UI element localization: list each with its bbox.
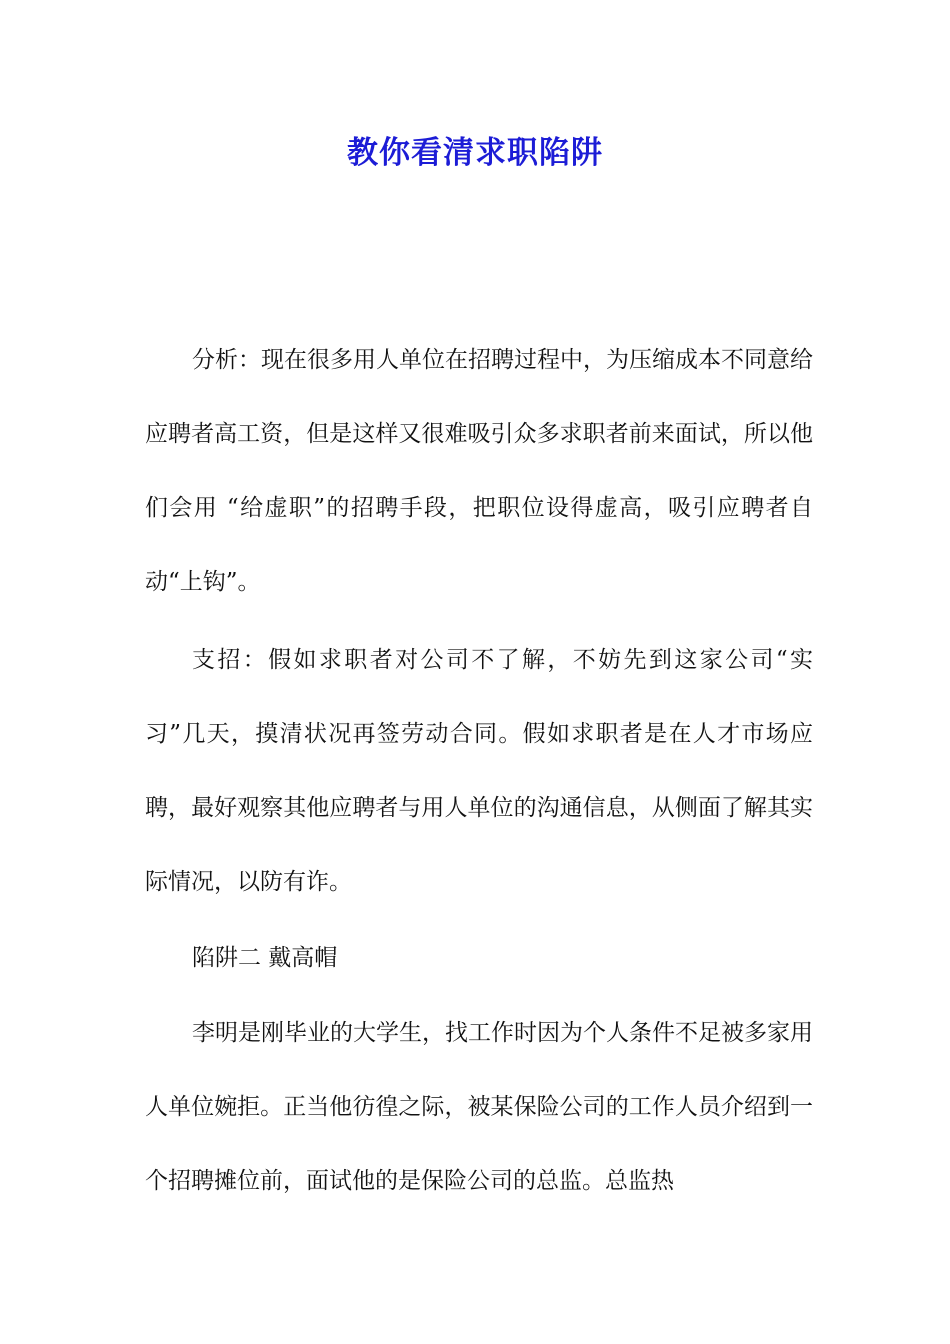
document-title: 教你看清求职陷阱	[347, 135, 603, 171]
paragraph-analysis: 分析：现在很多用人单位在招聘过程中，为压缩成本不同意给应聘者高工资，但是这样又很难吸引众多求职者前来面试，所以他们会用 “给虚职”的招聘手段，把职位设得虚高，吸引应聘者自动“上钩”。	[145, 347, 813, 595]
paragraph-story: 李明是刚毕业的大学生，找工作时因为个人条件不足被多家用人单位婉拒。正当他彷徨之际，被某保险公司的工作人员介绍到一个招聘摊位前，面试他的是保险公司的总监。总监热	[145, 1020, 813, 1194]
paragraph-advice: 支招：假如求职者对公司不了解，不妨先到这家公司“实习”几天，摸清状况再签劳动合同。假如求职者是在人才市场应聘，最好观察其他应聘者与用人单位的沟通信息，从侧面了解其实际情况，以防有诈。	[145, 647, 813, 895]
section-heading-trap-two: 陷阱二 戴高帽	[192, 945, 338, 971]
